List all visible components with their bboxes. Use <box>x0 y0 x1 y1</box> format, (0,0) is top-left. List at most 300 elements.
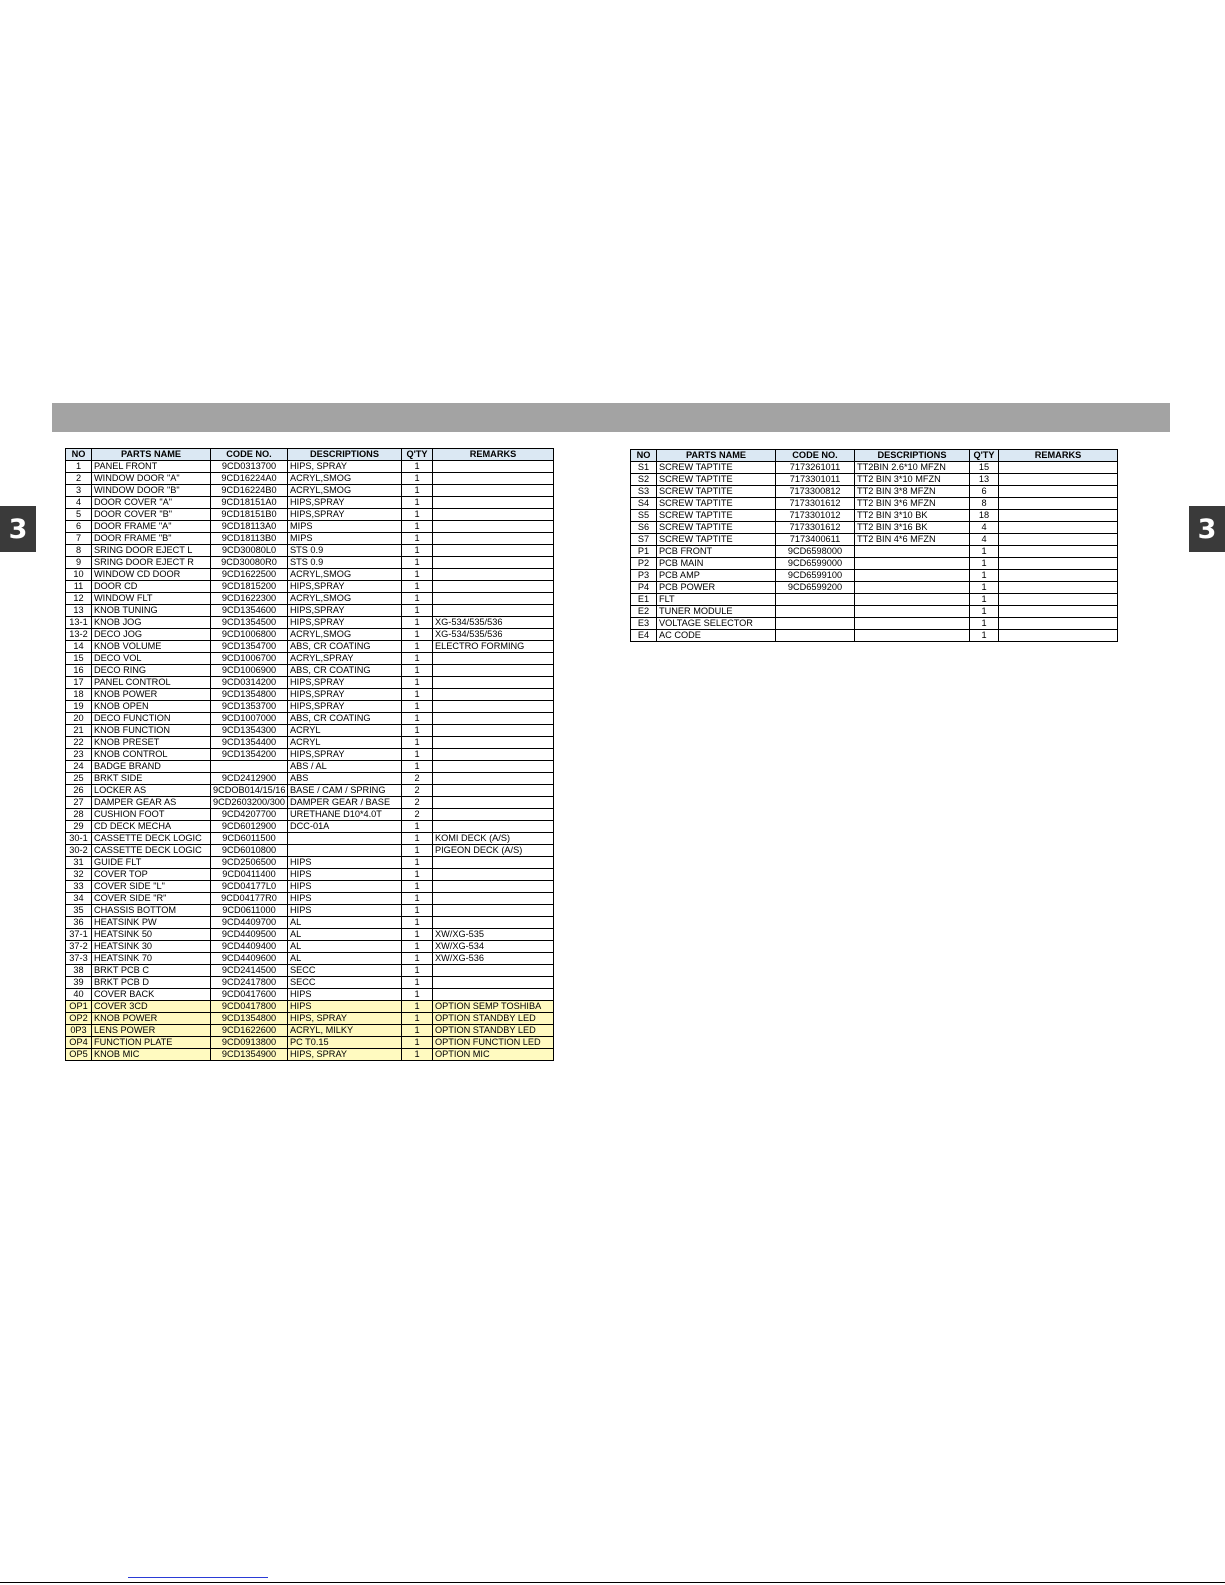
table-row <box>66 869 554 881</box>
cell-parts-name: DOOR COVER "B" <box>92 509 211 521</box>
table-row <box>631 570 1118 582</box>
cell-no: 33 <box>66 881 92 893</box>
cell-remarks: XG-534/535/536 <box>433 617 554 629</box>
cell-descriptions: HIPS <box>288 893 402 905</box>
cell-parts-name: CASSETTE DECK LOGIC <box>92 845 211 857</box>
cell-code-no: 9CD4207700 <box>211 809 288 821</box>
cell-remarks <box>433 965 554 977</box>
cell-descriptions: PC T0.15 <box>288 1037 402 1049</box>
cell-no: E4 <box>631 630 657 642</box>
cell-code-no: 9CD04177R0 <box>211 893 288 905</box>
cell-descriptions <box>855 618 970 630</box>
footer-rule <box>0 1582 1225 1583</box>
table-row <box>66 1049 554 1061</box>
cell-qty: 1 <box>402 893 433 905</box>
cell-code-no: 9CD0611000 <box>211 905 288 917</box>
cell-code-no: 9CD6011500 <box>211 833 288 845</box>
cell-qty: 1 <box>402 1001 433 1013</box>
cell-code-no: 9CD1007000 <box>211 713 288 725</box>
table-row <box>66 485 554 497</box>
cell-qty: 1 <box>402 461 433 473</box>
table-row <box>66 557 554 569</box>
cell-descriptions: DCC-01A <box>288 821 402 833</box>
cell-parts-name: COVER SIDE "L" <box>92 881 211 893</box>
cell-parts-name: GUIDE FLT <box>92 857 211 869</box>
cell-qty: 1 <box>402 497 433 509</box>
cell-parts-name: VOLTAGE SELECTOR <box>657 618 776 630</box>
cell-descriptions: HIPS,SPRAY <box>288 581 402 593</box>
cell-descriptions: ACRYL,SPRAY <box>288 653 402 665</box>
cell-remarks <box>433 821 554 833</box>
cell-code-no: 9CD1354400 <box>211 737 288 749</box>
cell-parts-name: DOOR CD <box>92 581 211 593</box>
cell-parts-name: SRING DOOR EJECT L <box>92 545 211 557</box>
cell-remarks: OPTION STANDBY LED <box>433 1013 554 1025</box>
cell-code-no: 9CD18151A0 <box>211 497 288 509</box>
cell-no: E3 <box>631 618 657 630</box>
cell-code-no: 9CD6599200 <box>776 582 855 594</box>
cell-descriptions: TT2 BIN 4*6 MFZN <box>855 534 970 546</box>
cell-code-no: 9CD0411400 <box>211 869 288 881</box>
cell-code-no: 9CD0417600 <box>211 989 288 1001</box>
cell-no: OP4 <box>66 1037 92 1049</box>
cell-no: 6 <box>66 521 92 533</box>
cell-parts-name: PANEL FRONT <box>92 461 211 473</box>
cell-qty: 1 <box>402 917 433 929</box>
cell-code-no: 9CD18113B0 <box>211 533 288 545</box>
cell-no: S3 <box>631 486 657 498</box>
cell-no: 37-3 <box>66 953 92 965</box>
cell-code-no: 7173301612 <box>776 498 855 510</box>
cell-qty: 1 <box>402 677 433 689</box>
cell-descriptions <box>855 630 970 642</box>
cell-parts-name: SCREW TAPTITE <box>657 474 776 486</box>
cell-code-no: 9CD16224A0 <box>211 473 288 485</box>
cell-no: 39 <box>66 977 92 989</box>
cell-code-no: 7173261011 <box>776 462 855 474</box>
cell-qty: 1 <box>402 845 433 857</box>
cell-no: S1 <box>631 462 657 474</box>
table-row <box>66 809 554 821</box>
table-row <box>66 629 554 641</box>
cell-remarks <box>999 498 1118 510</box>
cell-code-no: 9CD1354700 <box>211 641 288 653</box>
cell-no: S2 <box>631 474 657 486</box>
cell-qty: 1 <box>402 629 433 641</box>
table-row <box>66 665 554 677</box>
cell-parts-name: SCREW TAPTITE <box>657 534 776 546</box>
table-row <box>631 618 1118 630</box>
col-header-parts-name: PARTS NAME <box>92 449 211 461</box>
cell-qty: 1 <box>970 606 999 618</box>
cell-remarks <box>433 689 554 701</box>
cell-no: 18 <box>66 689 92 701</box>
cell-descriptions <box>855 570 970 582</box>
col-header-remarks: REMARKS <box>999 450 1118 462</box>
cell-remarks <box>999 474 1118 486</box>
cell-parts-name: KNOB TUNING <box>92 605 211 617</box>
cell-no: 24 <box>66 761 92 773</box>
cell-parts-name: KNOB CONTROL <box>92 749 211 761</box>
cell-qty: 1 <box>402 665 433 677</box>
cell-qty: 1 <box>970 594 999 606</box>
col-header-descriptions: DESCRIPTIONS <box>288 449 402 461</box>
cell-code-no: 9CD16224B0 <box>211 485 288 497</box>
cell-code-no: 9CD1622600 <box>211 1025 288 1037</box>
cell-descriptions <box>855 546 970 558</box>
cell-descriptions: HIPS <box>288 989 402 1001</box>
cell-code-no: 9CD0314200 <box>211 677 288 689</box>
cell-code-no: 9CD1354900 <box>211 1049 288 1061</box>
cell-code-no: 9CD6599000 <box>776 558 855 570</box>
cell-no: 11 <box>66 581 92 593</box>
cell-no: OP2 <box>66 1013 92 1025</box>
cell-parts-name: KNOB POWER <box>92 689 211 701</box>
cell-remarks: XW/XG-534 <box>433 941 554 953</box>
table-row <box>66 533 554 545</box>
cell-code-no <box>776 594 855 606</box>
table-row <box>66 713 554 725</box>
table-row <box>66 725 554 737</box>
cell-parts-name: PCB MAIN <box>657 558 776 570</box>
cell-qty: 1 <box>970 618 999 630</box>
cell-code-no: 9CD18151B0 <box>211 509 288 521</box>
cell-qty: 1 <box>402 821 433 833</box>
cell-descriptions: ACRYL <box>288 725 402 737</box>
cell-remarks <box>433 533 554 545</box>
cell-descriptions: ACRYL,SMOG <box>288 485 402 497</box>
cell-no: 32 <box>66 869 92 881</box>
cell-no: 22 <box>66 737 92 749</box>
cell-code-no: 9CD1354300 <box>211 725 288 737</box>
cell-qty: 1 <box>402 641 433 653</box>
cell-parts-name: COVER SIDE "R" <box>92 893 211 905</box>
table-row <box>66 833 554 845</box>
cell-code-no: 9CD6598000 <box>776 546 855 558</box>
cell-parts-name: BRKT PCB C <box>92 965 211 977</box>
cell-parts-name: CD DECK MECHA <box>92 821 211 833</box>
cell-no: S7 <box>631 534 657 546</box>
cell-parts-name: PCB FRONT <box>657 546 776 558</box>
cell-remarks: OPTION SEMP TOSHIBA <box>433 1001 554 1013</box>
cell-no: 20 <box>66 713 92 725</box>
cell-parts-name: SRING DOOR EJECT R <box>92 557 211 569</box>
cell-qty: 2 <box>402 809 433 821</box>
cell-descriptions: HIPS <box>288 857 402 869</box>
cell-remarks <box>433 749 554 761</box>
cell-no: 37-1 <box>66 929 92 941</box>
cell-qty: 1 <box>402 1013 433 1025</box>
cell-no: 5 <box>66 509 92 521</box>
table-row <box>631 606 1118 618</box>
cell-descriptions: HIPS,SPRAY <box>288 689 402 701</box>
cell-remarks <box>433 857 554 869</box>
cell-remarks <box>999 558 1118 570</box>
cell-parts-name: KNOB PRESET <box>92 737 211 749</box>
table-row <box>66 581 554 593</box>
cell-parts-name: DOOR FRAME "A" <box>92 521 211 533</box>
cell-remarks <box>999 522 1118 534</box>
table-row <box>66 545 554 557</box>
cell-code-no: 7173301011 <box>776 474 855 486</box>
table-row <box>66 953 554 965</box>
cell-remarks <box>433 461 554 473</box>
cell-descriptions: TT2 BIN 3*6 MFZN <box>855 498 970 510</box>
cell-parts-name: WINDOW DOOR "A" <box>92 473 211 485</box>
cell-parts-name: PANEL CONTROL <box>92 677 211 689</box>
cell-qty: 1 <box>970 546 999 558</box>
cell-code-no: 9CD2414500 <box>211 965 288 977</box>
cell-parts-name: KNOB POWER <box>92 1013 211 1025</box>
cell-qty: 1 <box>402 1049 433 1061</box>
cell-qty: 1 <box>402 929 433 941</box>
cell-qty: 1 <box>402 737 433 749</box>
cell-no: 0P3 <box>66 1025 92 1037</box>
cell-qty: 1 <box>402 965 433 977</box>
cell-remarks <box>433 497 554 509</box>
cell-remarks <box>999 486 1118 498</box>
cell-qty: 1 <box>402 545 433 557</box>
cell-parts-name: PCB POWER <box>657 582 776 594</box>
cell-qty: 1 <box>402 557 433 569</box>
cell-no: 13-2 <box>66 629 92 641</box>
cell-qty: 1 <box>402 953 433 965</box>
table-row <box>66 881 554 893</box>
cell-qty: 6 <box>970 486 999 498</box>
cell-qty: 1 <box>970 570 999 582</box>
cell-code-no: 9CD1622500 <box>211 569 288 581</box>
cell-descriptions: SECC <box>288 965 402 977</box>
cell-parts-name: COVER 3CD <box>92 1001 211 1013</box>
section-header-bar <box>52 403 1170 432</box>
cell-descriptions: HIPS, SPRAY <box>288 461 402 473</box>
cell-qty: 1 <box>402 941 433 953</box>
cell-descriptions <box>855 594 970 606</box>
cell-parts-name: DECO VOL <box>92 653 211 665</box>
cell-descriptions: HIPS,SPRAY <box>288 701 402 713</box>
cell-descriptions: HIPS <box>288 869 402 881</box>
cell-descriptions: BASE / CAM / SPRING <box>288 785 402 797</box>
cell-no: 40 <box>66 989 92 1001</box>
table-row <box>66 941 554 953</box>
cell-no: S6 <box>631 522 657 534</box>
cell-code-no <box>776 630 855 642</box>
col-header-code-no: CODE NO. <box>776 450 855 462</box>
cell-remarks: PIGEON DECK (A/S) <box>433 845 554 857</box>
cell-parts-name: KNOB JOG <box>92 617 211 629</box>
table-row <box>66 761 554 773</box>
cell-qty: 1 <box>402 977 433 989</box>
cell-qty: 1 <box>402 713 433 725</box>
table-row <box>66 569 554 581</box>
cell-code-no: 9CD0313700 <box>211 461 288 473</box>
table-row <box>66 857 554 869</box>
cell-remarks <box>433 485 554 497</box>
table-row <box>66 461 554 473</box>
cell-parts-name: KNOB VOLUME <box>92 641 211 653</box>
cell-parts-name: CHASSIS BOTTOM <box>92 905 211 917</box>
cell-code-no: 9CD1354800 <box>211 1013 288 1025</box>
cell-code-no: 9CD6599100 <box>776 570 855 582</box>
cell-descriptions: ABS <box>288 773 402 785</box>
table-row <box>66 749 554 761</box>
cell-descriptions: HIPS,SPRAY <box>288 617 402 629</box>
cell-no: 10 <box>66 569 92 581</box>
col-header-qty: Q'TY <box>402 449 433 461</box>
cell-no: 26 <box>66 785 92 797</box>
cell-remarks <box>433 521 554 533</box>
table-row <box>631 474 1118 486</box>
cell-descriptions: ABS / AL <box>288 761 402 773</box>
cell-remarks <box>433 701 554 713</box>
cell-parts-name: HEATSINK 30 <box>92 941 211 953</box>
cell-code-no: 7173400611 <box>776 534 855 546</box>
cell-remarks: XW/XG-536 <box>433 953 554 965</box>
cell-parts-name: TUNER MODULE <box>657 606 776 618</box>
table-row <box>66 1013 554 1025</box>
cell-remarks <box>433 977 554 989</box>
table-row <box>66 677 554 689</box>
cell-code-no: 9CD4409500 <box>211 929 288 941</box>
cell-qty: 1 <box>970 630 999 642</box>
cell-no: E2 <box>631 606 657 618</box>
table-row <box>66 821 554 833</box>
table-row <box>631 486 1118 498</box>
cell-descriptions <box>855 582 970 594</box>
cell-no: 30-1 <box>66 833 92 845</box>
cell-code-no: 7173301612 <box>776 522 855 534</box>
table-row <box>631 498 1118 510</box>
cell-remarks: ELECTRO FORMING <box>433 641 554 653</box>
table-row <box>66 497 554 509</box>
cell-code-no: 9CD1353700 <box>211 701 288 713</box>
table-row <box>631 594 1118 606</box>
cell-qty: 1 <box>402 473 433 485</box>
table-row <box>66 845 554 857</box>
table-row <box>66 797 554 809</box>
table-row <box>631 558 1118 570</box>
cell-descriptions: STS 0.9 <box>288 557 402 569</box>
cell-qty: 1 <box>402 725 433 737</box>
col-header-parts-name: PARTS NAME <box>657 450 776 462</box>
cell-qty: 1 <box>402 689 433 701</box>
cell-descriptions: AL <box>288 941 402 953</box>
cell-descriptions: ACRYL, MILKY <box>288 1025 402 1037</box>
cell-qty: 1 <box>402 1025 433 1037</box>
cell-descriptions <box>288 845 402 857</box>
cell-descriptions: MIPS <box>288 533 402 545</box>
table-header-row <box>66 449 554 461</box>
cell-qty: 4 <box>970 534 999 546</box>
cell-descriptions: TT2 BIN 3*10 MFZN <box>855 474 970 486</box>
cell-qty: 15 <box>970 462 999 474</box>
cell-no: P4 <box>631 582 657 594</box>
cell-qty: 1 <box>402 749 433 761</box>
cell-code-no: 9CD4409600 <box>211 953 288 965</box>
cell-code-no: 9CD1006900 <box>211 665 288 677</box>
cell-parts-name: HEATSINK PW <box>92 917 211 929</box>
cell-parts-name: BRKT SIDE <box>92 773 211 785</box>
cell-no: 30-2 <box>66 845 92 857</box>
cell-qty: 1 <box>402 653 433 665</box>
col-header-code-no: CODE NO. <box>211 449 288 461</box>
table-row <box>631 522 1118 534</box>
cell-remarks <box>999 582 1118 594</box>
cell-no: P3 <box>631 570 657 582</box>
col-header-qty: Q'TY <box>970 450 999 462</box>
cell-remarks <box>433 785 554 797</box>
cell-qty: 2 <box>402 773 433 785</box>
cell-descriptions: ACRYL <box>288 737 402 749</box>
cell-no: 17 <box>66 677 92 689</box>
cell-descriptions <box>855 558 970 570</box>
table-header-row <box>631 450 1118 462</box>
parts-list-table <box>65 448 554 1061</box>
table-row <box>66 617 554 629</box>
cell-descriptions: HIPS,SPRAY <box>288 749 402 761</box>
cell-parts-name: WINDOW DOOR "B" <box>92 485 211 497</box>
cell-descriptions: HIPS <box>288 1001 402 1013</box>
cell-no: 36 <box>66 917 92 929</box>
table-row <box>66 989 554 1001</box>
cell-parts-name: SCREW TAPTITE <box>657 486 776 498</box>
cell-remarks <box>999 630 1118 642</box>
table-row <box>631 510 1118 522</box>
cell-no: E1 <box>631 594 657 606</box>
table-row <box>66 509 554 521</box>
cell-code-no <box>211 761 288 773</box>
cell-remarks <box>433 593 554 605</box>
cell-qty: 2 <box>402 785 433 797</box>
cell-remarks <box>433 605 554 617</box>
cell-no: 15 <box>66 653 92 665</box>
cell-code-no: 9CD1006700 <box>211 653 288 665</box>
chapter-tab-right: 3 <box>1189 506 1225 552</box>
cell-remarks: OPTION STANDBY LED <box>433 1025 554 1037</box>
cell-no: 13 <box>66 605 92 617</box>
cell-remarks: OPTION FUNCTION LED <box>433 1037 554 1049</box>
cell-parts-name: LOCKER AS <box>92 785 211 797</box>
cell-qty: 1 <box>402 761 433 773</box>
cell-remarks <box>999 462 1118 474</box>
cell-no: 3 <box>66 485 92 497</box>
cell-remarks <box>999 534 1118 546</box>
cell-code-no: 9CD4409700 <box>211 917 288 929</box>
cell-parts-name: DAMPER GEAR AS <box>92 797 211 809</box>
table-row <box>66 689 554 701</box>
cell-descriptions: URETHANE D10*4.0T <box>288 809 402 821</box>
cell-parts-name: KNOB MIC <box>92 1049 211 1061</box>
cell-remarks <box>433 893 554 905</box>
cell-code-no: 9CD30080L0 <box>211 545 288 557</box>
cell-descriptions: TT2 BIN 3*8 MFZN <box>855 486 970 498</box>
table-row <box>631 582 1118 594</box>
cell-qty: 1 <box>402 881 433 893</box>
cell-descriptions: HIPS,SPRAY <box>288 497 402 509</box>
cell-no: 8 <box>66 545 92 557</box>
cell-code-no: 9CD1354500 <box>211 617 288 629</box>
cell-descriptions: ABS, CR COATING <box>288 641 402 653</box>
cell-qty: 4 <box>970 522 999 534</box>
footer-link-underline[interactable] <box>128 1577 268 1578</box>
cell-qty: 1 <box>402 581 433 593</box>
cell-parts-name: AC CODE <box>657 630 776 642</box>
cell-no: 14 <box>66 641 92 653</box>
cell-parts-name: KNOB FUNCTION <box>92 725 211 737</box>
cell-qty: 1 <box>402 485 433 497</box>
cell-remarks <box>433 509 554 521</box>
cell-parts-name: COVER BACK <box>92 989 211 1001</box>
